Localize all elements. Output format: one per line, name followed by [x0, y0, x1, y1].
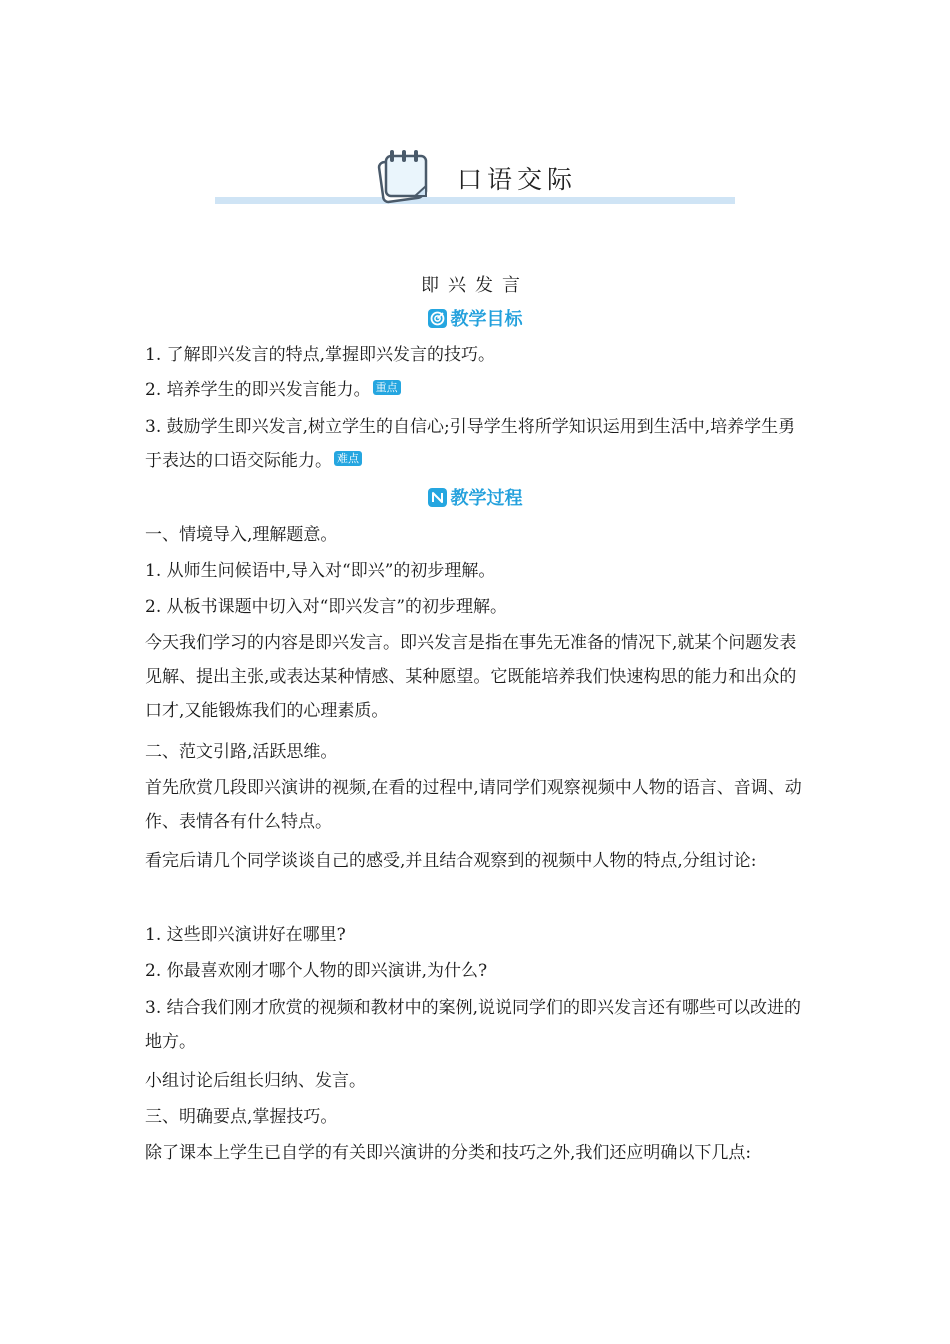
process-para-10: 3. 结合我们刚才欣赏的视频和教材中的案例,说说同学们的即兴发言还有哪些可以改进的地方。 [145, 998, 802, 1052]
process-heading-text: 教学过程 [450, 488, 523, 509]
process-para-2: 1. 从师生问候语中,导入对“即兴”的初步理解。 [145, 561, 496, 581]
process-para-12: 三、明确要点,掌握技巧。 [145, 1107, 338, 1127]
section-title: 口语交际 [457, 165, 578, 194]
target-icon [428, 309, 447, 328]
process-para-3: 2. 从板书课题中切入对“即兴发言”的初步理解。 [145, 597, 508, 617]
goal-item-1: 1. 了解即兴发言的特点,掌握即兴发言的技巧。 [145, 345, 496, 365]
process-para-13: 除了课本上学生已自学的有关即兴演讲的分类和技巧之外,我们还应明确以下几点: [145, 1143, 752, 1163]
goal-item-2 [145, 373, 810, 407]
goal-item-2-text: 2. 培养学生的即兴发言能力。 [145, 380, 371, 400]
lesson-title: 即兴发言 [421, 275, 529, 296]
process-para-7: 看完后请几个同学谈谈自己的感受,并且结合观察到的视频中人物的特点,分组讨论: [145, 851, 757, 871]
process-para-8: 1. 这些即兴演讲好在哪里? [145, 925, 346, 945]
goals-heading-text: 教学目标 [450, 309, 523, 330]
key-point-badge: 重点 [373, 380, 401, 395]
goal-item-3-text: 3. 鼓励学生即兴发言,树立学生的自信心;引导学生将所学知识运用到生活中,培养学生勇于表达的口语交际能力。 [145, 417, 796, 471]
process-para-5: 二、范文引路,活跃思维。 [145, 742, 338, 762]
process-para-4: 今天我们学习的内容是即兴发言。即兴发言是指在事先无准备的情况下,就某个问题发表见解、提出主张,或表达某种情感、某种愿望。它既能培养我们快速构思的能力和出众的口才,又能锻炼我们的心理素质。 [145, 633, 797, 721]
difficult-point-badge: 难点 [334, 451, 362, 466]
process-para-11: 小组讨论后组长归纳、发言。 [145, 1071, 366, 1091]
notebook-icon [375, 146, 431, 206]
goals-heading [0, 305, 950, 332]
process-para-9: 2. 你最喜欢刚才哪个人物的即兴演讲,为什么? [145, 961, 488, 981]
section-banner [215, 146, 735, 208]
banner-underline [215, 197, 735, 204]
goal-item-3 [145, 410, 810, 478]
process-heading [0, 484, 950, 511]
process-icon [428, 488, 447, 507]
process-para-6: 首先欣赏几段即兴演讲的视频,在看的过程中,请同学们观察视频中人物的语言、音调、动作、表情各有什么特点。 [145, 778, 802, 832]
process-para-1: 一、情境导入,理解题意。 [145, 525, 338, 545]
